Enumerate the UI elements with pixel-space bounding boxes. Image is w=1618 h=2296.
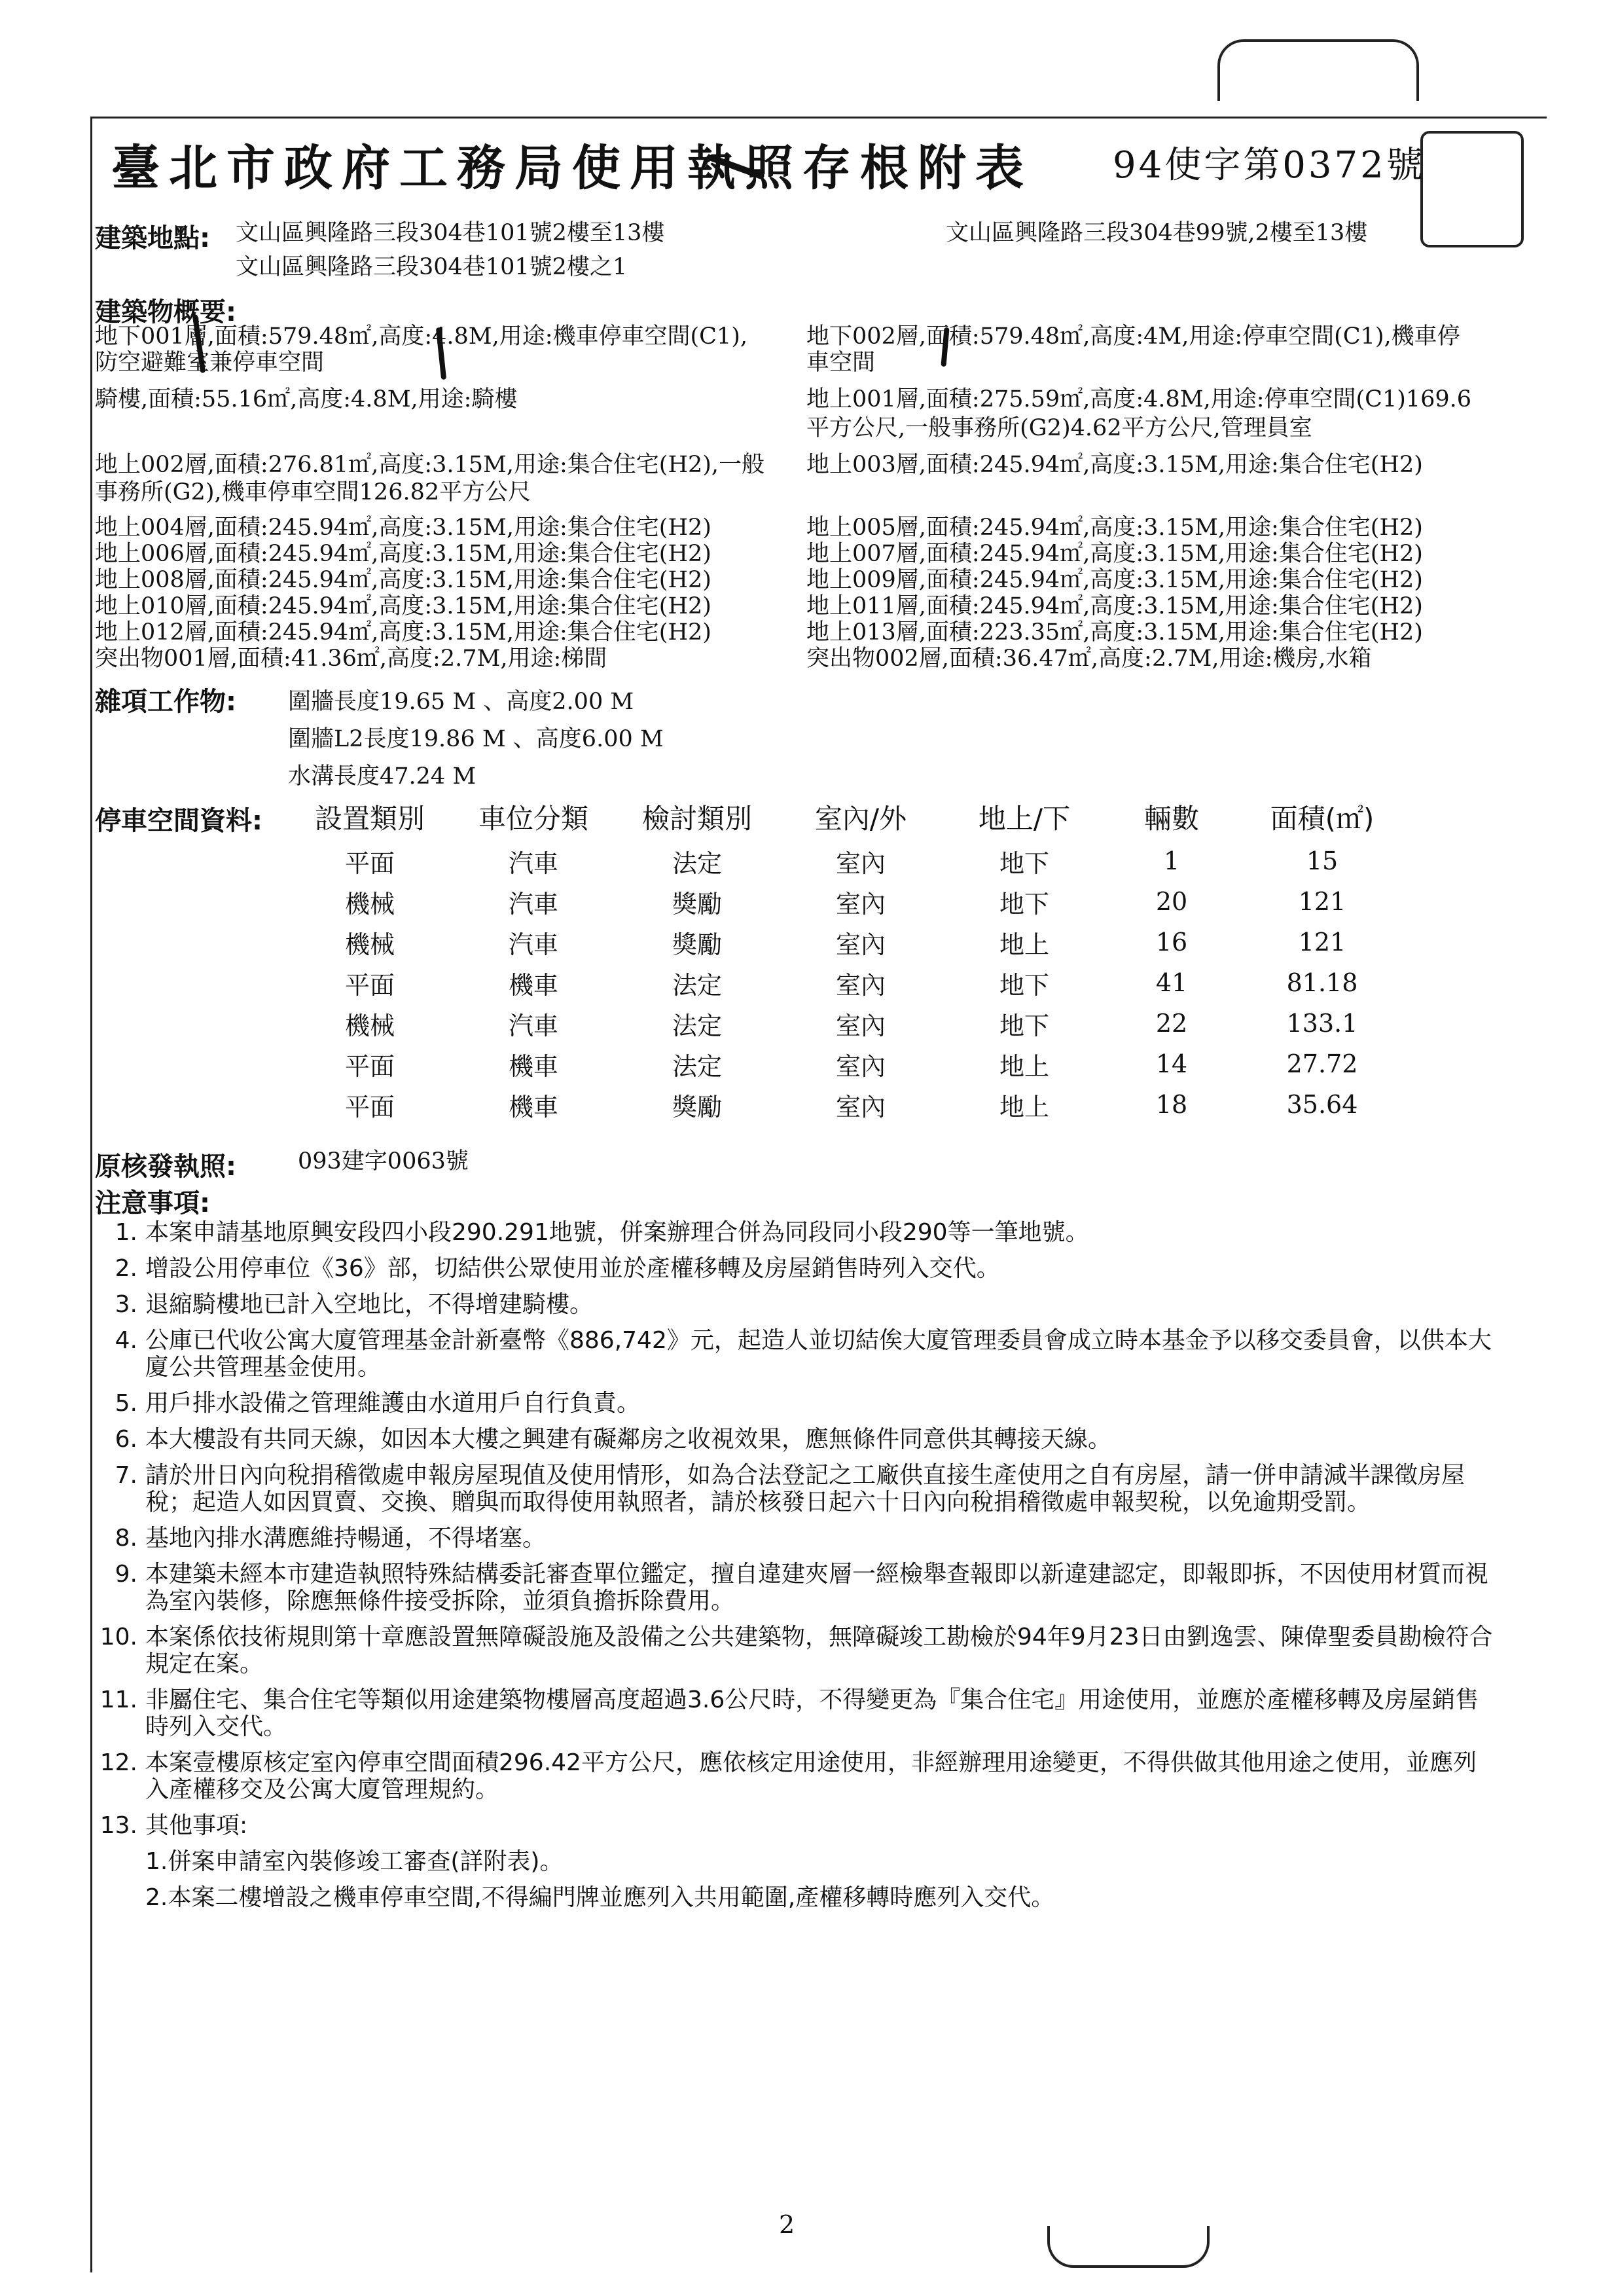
- note-number: 12.: [99, 1749, 137, 1776]
- floor-line: 地上007層,面積:245.94㎡,高度:3.15M,用途:集合住宅(H2): [806, 541, 1423, 567]
- note-text: 本建築未經本市建造執照特殊結構委託審查單位鑑定，擅自違建夾層一經檢舉查報即以新違建認定，即報即拆，不因使用材質而視為室內裝修，除應無條件接受拆除，並須負擔拆除費用。: [145, 1561, 1489, 1614]
- cell: 獎勵: [672, 889, 722, 919]
- note-subitem: 1.併案申請室內裝修竣工審查(詳附表)。: [145, 1848, 564, 1875]
- list-item: [98, 1291, 1499, 1318]
- permit-number: 94使字第0372號: [1113, 144, 1426, 187]
- cell: 平面: [344, 970, 395, 1000]
- note-number: 5.: [115, 1390, 137, 1417]
- cell: 室內: [835, 970, 886, 1000]
- cell: 14: [1155, 1049, 1188, 1078]
- floor-line: 突出物001層,面積:41.36㎡,高度:2.7M,用途:梯間: [95, 646, 607, 672]
- cell: 獎勵: [672, 930, 722, 959]
- note-text: 請於卅日內向稅捐稽徵處申報房屋現值及使用情形，如為合法登記之工廠供直接生產使用之自有房屋，請一併申請減半課徵房屋稅；起造人如因買賣、交換、贈與而取得使用執照者，請於核發日起六十日內向稅捐稽徵處申報契稅，以免逾期受罰。: [145, 1462, 1465, 1516]
- location-right: 文山區興隆路三段304巷99號,2樓至13樓: [946, 220, 1368, 246]
- cell: 20: [1155, 887, 1188, 916]
- summary-b2-right-1: 地上003層,面積:245.94㎡,高度:3.15M,用途:集合住宅(H2): [806, 452, 1423, 478]
- cell: 地下: [999, 1011, 1049, 1040]
- cell: 機車: [508, 970, 558, 1000]
- summary-b2-left-2: 事務所(G2),機車停車空間126.82平方公尺: [95, 479, 531, 505]
- cell: 室內: [835, 848, 886, 878]
- note-number: 11.: [99, 1686, 137, 1713]
- list-item: [98, 1390, 1499, 1417]
- cell: 地上: [999, 1051, 1049, 1081]
- cell: 室內: [835, 889, 886, 919]
- note-number: 8.: [115, 1525, 137, 1552]
- cell: 1: [1163, 847, 1180, 875]
- note-text: 其他事項:: [145, 1812, 248, 1839]
- document-title: 臺北市政府工務局使用執照存根附表: [111, 140, 1033, 196]
- cell: 獎勵: [672, 1092, 722, 1121]
- list-item: [98, 1749, 1499, 1803]
- list-item: [98, 1561, 1499, 1614]
- col-header: 輛數: [1143, 803, 1199, 835]
- original-permit-value: 093建字0063號: [298, 1148, 469, 1175]
- note-number: 7.: [115, 1462, 137, 1489]
- cell: 地上: [999, 1092, 1049, 1121]
- col-header: 檢討類別: [641, 803, 752, 835]
- cell: 室內: [835, 930, 886, 959]
- cell: 法定: [672, 848, 722, 878]
- cell: 機車: [508, 1051, 558, 1081]
- summary-label: 建築物概要:: [95, 297, 236, 327]
- list-item: [98, 1327, 1499, 1381]
- seal-stamp-bottom: [1047, 2226, 1210, 2268]
- cell: 地下: [999, 889, 1049, 919]
- floor-line: 地上008層,面積:245.94㎡,高度:3.15M,用途:集合住宅(H2): [95, 567, 711, 593]
- floor-line: 地上004層,面積:245.94㎡,高度:3.15M,用途:集合住宅(H2): [95, 515, 711, 541]
- note-text: 本案申請基地原興安段四小段290.291地號，併案辦理合併為同段同小段290等一筆地號。: [145, 1219, 1089, 1246]
- table-row: [92, 962, 1407, 1003]
- location-line-2: 文山區興隆路三段304巷101號2樓之1: [236, 254, 628, 280]
- note-number: 9.: [115, 1561, 137, 1588]
- seal-stamp-top-right: [1420, 131, 1524, 247]
- cell: 81.18: [1286, 968, 1358, 997]
- col-header: 地上/下: [978, 803, 1071, 835]
- cell: 機車: [508, 1092, 558, 1121]
- table-row: [92, 1003, 1407, 1044]
- col-header: 室內/外: [814, 803, 907, 835]
- note-text: 用戶排水設備之管理維護由水道用戶自行負責。: [145, 1390, 641, 1417]
- table-row: [92, 881, 1407, 922]
- summary-b1-right-1: 地下002層,面積:579.48㎡,高度:4M,用途:停車空間(C1),機車停: [806, 323, 1460, 350]
- cell: 汽車: [508, 848, 558, 878]
- table-row: [92, 841, 1407, 881]
- list-item: [98, 1624, 1499, 1677]
- cell: 地上: [999, 930, 1049, 959]
- misc-label: 雜項工作物:: [95, 687, 236, 717]
- cell: 汽車: [508, 1011, 558, 1040]
- cell: 平面: [344, 1051, 395, 1081]
- page-number: 2: [779, 2210, 795, 2239]
- cell: 16: [1155, 928, 1188, 957]
- floor-line: 地上013層,面積:223.35㎡,高度:3.15M,用途:集合住宅(H2): [806, 619, 1423, 646]
- note-text: 非屬住宅、集合住宅等類似用途建築物樓層高度超過3.6公尺時，不得變更為『集合住宅』用途使用，並應於產權移轉及房屋銷售時列入交代。: [145, 1686, 1479, 1740]
- cell: 121: [1298, 887, 1346, 916]
- summary-b1-left-1: 地下001層,面積:579.48㎡,高度:4.8M,用途:機車停車空間(C1),: [95, 323, 748, 350]
- cell: 室內: [835, 1051, 886, 1081]
- floor-line: 地上012層,面積:245.94㎡,高度:3.15M,用途:集合住宅(H2): [95, 619, 711, 646]
- cell: 地下: [999, 848, 1049, 878]
- summary-b1-right-2: 車空間: [806, 350, 876, 376]
- floors-left: [95, 515, 711, 672]
- floor-line: 突出物002層,面積:36.47㎡,高度:2.7M,用途:機房,水箱: [806, 646, 1372, 672]
- note-text: 退縮騎樓地已計入空地比，不得增建騎樓。: [145, 1291, 594, 1318]
- cell: 汽車: [508, 889, 558, 919]
- floor-line: 地上009層,面積:245.94㎡,高度:3.15M,用途:集合住宅(H2): [806, 567, 1423, 593]
- floors-right: [806, 515, 1423, 672]
- cell: 平面: [344, 1092, 395, 1121]
- cell: 法定: [672, 1051, 722, 1081]
- floor-line: 地上010層,面積:245.94㎡,高度:3.15M,用途:集合住宅(H2): [95, 593, 711, 619]
- location-label: 建築地點:: [95, 223, 210, 253]
- list-item: [98, 1255, 1499, 1282]
- cell: 機械: [344, 889, 395, 919]
- summary-b2-left-1: 地上002層,面積:276.81㎡,高度:3.15M,用途:集合住宅(H2),一般: [95, 452, 765, 478]
- parking-table: [92, 793, 1407, 1125]
- table-row: [92, 922, 1407, 962]
- seal-stamp-corner: [1217, 39, 1419, 101]
- note-text: 基地內排水溝應維持暢通，不得堵塞。: [145, 1525, 547, 1552]
- table-row: [92, 1044, 1407, 1084]
- misc-items: [288, 683, 664, 795]
- note-text: 增設公用停車位《36》部，切結供公眾使用並於產權移轉及房屋銷售時列入交代。: [145, 1255, 1000, 1282]
- cell: 18: [1155, 1090, 1188, 1119]
- table-row: [92, 1084, 1407, 1125]
- summary-b1-right-4: 平方公尺,一般事務所(G2)4.62平方公尺,管理員室: [806, 415, 1312, 441]
- cell: 27.72: [1286, 1049, 1358, 1078]
- cell: 133.1: [1286, 1009, 1358, 1038]
- summary-b1-left-3: 騎樓,面積:55.16㎡,高度:4.8M,用途:騎樓: [95, 386, 518, 412]
- cell: 15: [1306, 847, 1339, 875]
- col-header: 面積(㎡): [1270, 803, 1375, 835]
- summary-b1-left-2: 防空避難室兼停車空間: [95, 350, 325, 376]
- floor-line: 地上005層,面積:245.94㎡,高度:3.15M,用途:集合住宅(H2): [806, 515, 1423, 541]
- list-item: [98, 1426, 1499, 1453]
- cell: 室內: [835, 1092, 886, 1121]
- cell: 機械: [344, 1011, 395, 1040]
- cell: 平面: [344, 848, 395, 878]
- original-permit-label: 原核發執照:: [95, 1152, 236, 1182]
- misc-item: 圍牆L2長度19.86 M 、高度6.00 M: [288, 726, 664, 752]
- note-number: 1.: [115, 1219, 137, 1246]
- note-number: 4.: [115, 1327, 137, 1354]
- parking-label: 停車空間資料:: [95, 806, 262, 836]
- misc-item: 圍牆長度19.65 M 、高度2.00 M: [288, 689, 634, 715]
- summary-b1-right-3: 地上001層,面積:275.59㎡,高度:4.8M,用途:停車空間(C1)169.6: [806, 386, 1472, 412]
- note-number: 3.: [115, 1291, 137, 1318]
- note-text: 本案壹樓原核定室內停車空間面積296.42平方公尺，應依核定用途使用，非經辦理用途變更，不得供做其他用途之使用，並應列入產權移交及公寓大廈管理規約。: [145, 1749, 1477, 1803]
- note-number: 2.: [115, 1255, 137, 1282]
- list-item: [98, 1812, 1499, 1839]
- location-line-1: 文山區興隆路三段304巷101號2樓至13樓: [236, 220, 665, 246]
- cell: 地下: [999, 970, 1049, 1000]
- note-number: 10.: [99, 1624, 137, 1650]
- cell: 41: [1155, 968, 1188, 997]
- note-number: 6.: [115, 1426, 137, 1453]
- list-item: [98, 1219, 1499, 1246]
- floor-line: 地上006層,面積:245.94㎡,高度:3.15M,用途:集合住宅(H2): [95, 541, 711, 567]
- list-item: [98, 1525, 1499, 1552]
- list-item: [98, 1686, 1499, 1740]
- notes-label: 注意事項:: [95, 1188, 210, 1218]
- notes-list: [98, 1219, 1499, 1920]
- cell: 法定: [672, 1011, 722, 1040]
- note-subitem: 2.本案二樓增設之機車停車空間,不得編門牌並應列入共用範圍,產權移轉時應列入交代。: [145, 1884, 1055, 1911]
- cell: 法定: [672, 970, 722, 1000]
- cell: 汽車: [508, 930, 558, 959]
- cell: 機械: [344, 930, 395, 959]
- list-item: [98, 1462, 1499, 1516]
- note-text: 公庫已代收公寓大廈管理基金計新臺幣《886,742》元，起造人並切結俟大廈管理委員會成立時本基金予以移交委員會，以供本大廈公共管理基金使用。: [145, 1327, 1492, 1381]
- col-header: 設置類別: [314, 803, 425, 835]
- cell: 121: [1298, 928, 1346, 957]
- note-text: 本大樓設有共同天線，如因本大樓之興建有礙鄰房之收視效果，應無條件同意供其轉接天線。: [145, 1426, 1112, 1453]
- note-number: 13.: [99, 1812, 137, 1839]
- note-text: 本案係依技術規則第十章應設置無障礙設施及設備之公共建築物，無障礙竣工勘檢於94年9月23日由劉逸雲、陳偉聖委員勘檢符合規定在案。: [145, 1624, 1493, 1677]
- cell: 35.64: [1286, 1090, 1358, 1119]
- cell: 室內: [835, 1011, 886, 1040]
- cell: 22: [1155, 1009, 1188, 1038]
- floor-line: 地上011層,面積:245.94㎡,高度:3.15M,用途:集合住宅(H2): [806, 593, 1423, 619]
- misc-item: 水溝長度47.24 M: [288, 763, 476, 790]
- parking-label-spacer: [92, 793, 288, 841]
- col-header: 車位分類: [478, 803, 588, 835]
- parking-header-row: [92, 793, 1407, 841]
